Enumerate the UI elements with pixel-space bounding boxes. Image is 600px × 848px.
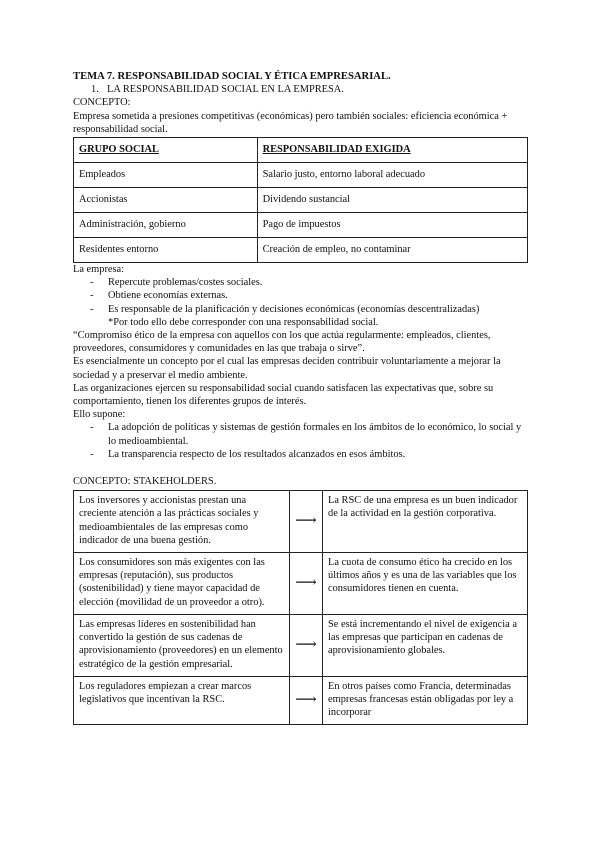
table-row [74,676,528,725]
concepto-label: CONCEPTO: [73,97,131,109]
table-row [74,491,528,553]
arrow-right-icon: ⟶ [290,553,323,615]
stakeholder-cause: Los inversores y accionistas prestan una creciente atención a las prácticas sociales y medioambientales de las empresas como indicador de una buena gestión. [74,491,290,553]
dash-bullet: - [90,303,94,315]
stakeholders-label: CONCEPTO: STAKEHOLDERS. [73,476,217,488]
list-item [73,276,528,289]
table-cell: Accionistas [74,188,258,213]
stakeholder-cause: Los consumidores son más exigentes con las empresas (reputación), sus productos (sostenibilidad) y tiene mayor capacidad de elección (movilidad de un proveedor a otro). [74,553,290,615]
section-label: LA RESPONSABILIDAD SOCIAL EN LA EMPRESA. [107,84,344,96]
arrow-right-icon: ⟶ [290,491,323,553]
dash-bullet: - [90,277,94,289]
stakeholder-effect: Se está incrementando el nivel de exigencia a las empresas que participan en cadenas de aprovisionamiento globales. [323,614,528,676]
stakeholder-cause: Las empresas líderes en sostenibilidad han convertido la gestión de sus cadenas de aprovisionamiento (proveedores) en un elemento estratégico de la gestión empresarial. [74,614,290,676]
section-heading [91,83,528,96]
list-item [73,421,528,447]
quote-paragraph: “Compromiso ético de la empresa con aquellos con los que actúa regularmente: empleados, clientes, proveedores, consumidores y comunidades en las que trabaja o sirve”. [73,330,491,355]
paragraph: Las organizaciones ejercen su responsabilidad social cuando satisfacen las expectativas que, sobre su comportamiento, tienen los diferentes grupos de interés. [73,382,494,408]
supone-label: Ello supone: [73,409,126,421]
page-title: TEMA 7. RESPONSABILIDAD SOCIAL Y ÉTICA EMPRESARIAL. [73,71,391,82]
table-row [74,553,528,615]
document-content [73,70,528,725]
table-row [74,163,528,188]
table-cell: Salario justo, entorno laboral adecuado [257,163,527,188]
table-header-row [74,138,528,163]
list-item [73,289,528,302]
table-row [74,213,528,238]
section-number: 1. [91,84,99,96]
arrow-right-icon: ⟶ [290,676,323,725]
groups-table [73,137,528,263]
table-header-cell: RESPONSABILIDAD EXIGIDA [257,138,527,163]
dash-bullet: - [90,422,94,434]
table-row [74,614,528,676]
empresa-list [73,276,528,316]
list-item-text: Es responsable de la planificación y decisiones económicas (economías descentralizadas) [108,303,480,315]
table-cell: Dividendo sustancial [257,188,527,213]
empresa-label: La empresa: [73,264,125,276]
table-cell: Empleados [74,163,258,188]
stakeholder-cause: Los reguladores empiezan a crear marcos legislativos que incentivan la RSC. [74,676,290,725]
table-cell: Administración, gobierno [74,213,258,238]
table-cell: Residentes entorno [74,238,258,263]
stakeholder-effect: En otros países como Francia, determinadas empresas francesas están obligadas por ley a incorporar [323,676,528,725]
paragraph: Es esencialmente un concepto por el cual las empresas deciden contribuir voluntariamente a mejorar la sociedad y a preservar el medio ambiente. [73,356,501,381]
dash-bullet: - [90,290,94,302]
empresa-note: *Por todo ello debe corresponder con una responsabilidad social. [108,316,379,328]
supone-list [73,421,528,461]
list-item-text: La adopción de políticas y sistemas de gestión formales en los ámbitos de lo económico, lo social y lo medioambiental. [108,422,522,447]
list-item-text: Repercute problemas/costes sociales. [108,277,263,289]
table-row [74,188,528,213]
stakeholder-effect: La cuota de consumo ético ha crecido en los últimos años y es una de las variables que los consumidores tienen en cuenta. [323,553,528,615]
spacer [73,461,528,475]
stakeholder-effect: La RSC de una empresa es un buen indicador de la actividad en la gestión corporativa. [323,491,528,553]
dash-bullet: - [90,448,94,460]
table-header-cell: GRUPO SOCIAL [74,138,258,163]
stakeholders-table [73,490,528,725]
list-item-text: Obtiene economías externas. [108,290,228,302]
arrow-right-icon: ⟶ [290,614,323,676]
concepto-text: Empresa sometida a presiones competitivas (económicas) pero también sociales: eficiencia económica + responsabilidad social. [73,110,508,135]
table-row [74,238,528,263]
list-item-text: La transparencia respecto de los resultados alcanzados en esos ámbitos. [108,448,406,460]
table-cell: Pago de impuestos [257,213,527,238]
list-item [73,448,528,461]
list-item [73,303,528,316]
table-cell: Creación de empleo, no contaminar [257,238,527,263]
